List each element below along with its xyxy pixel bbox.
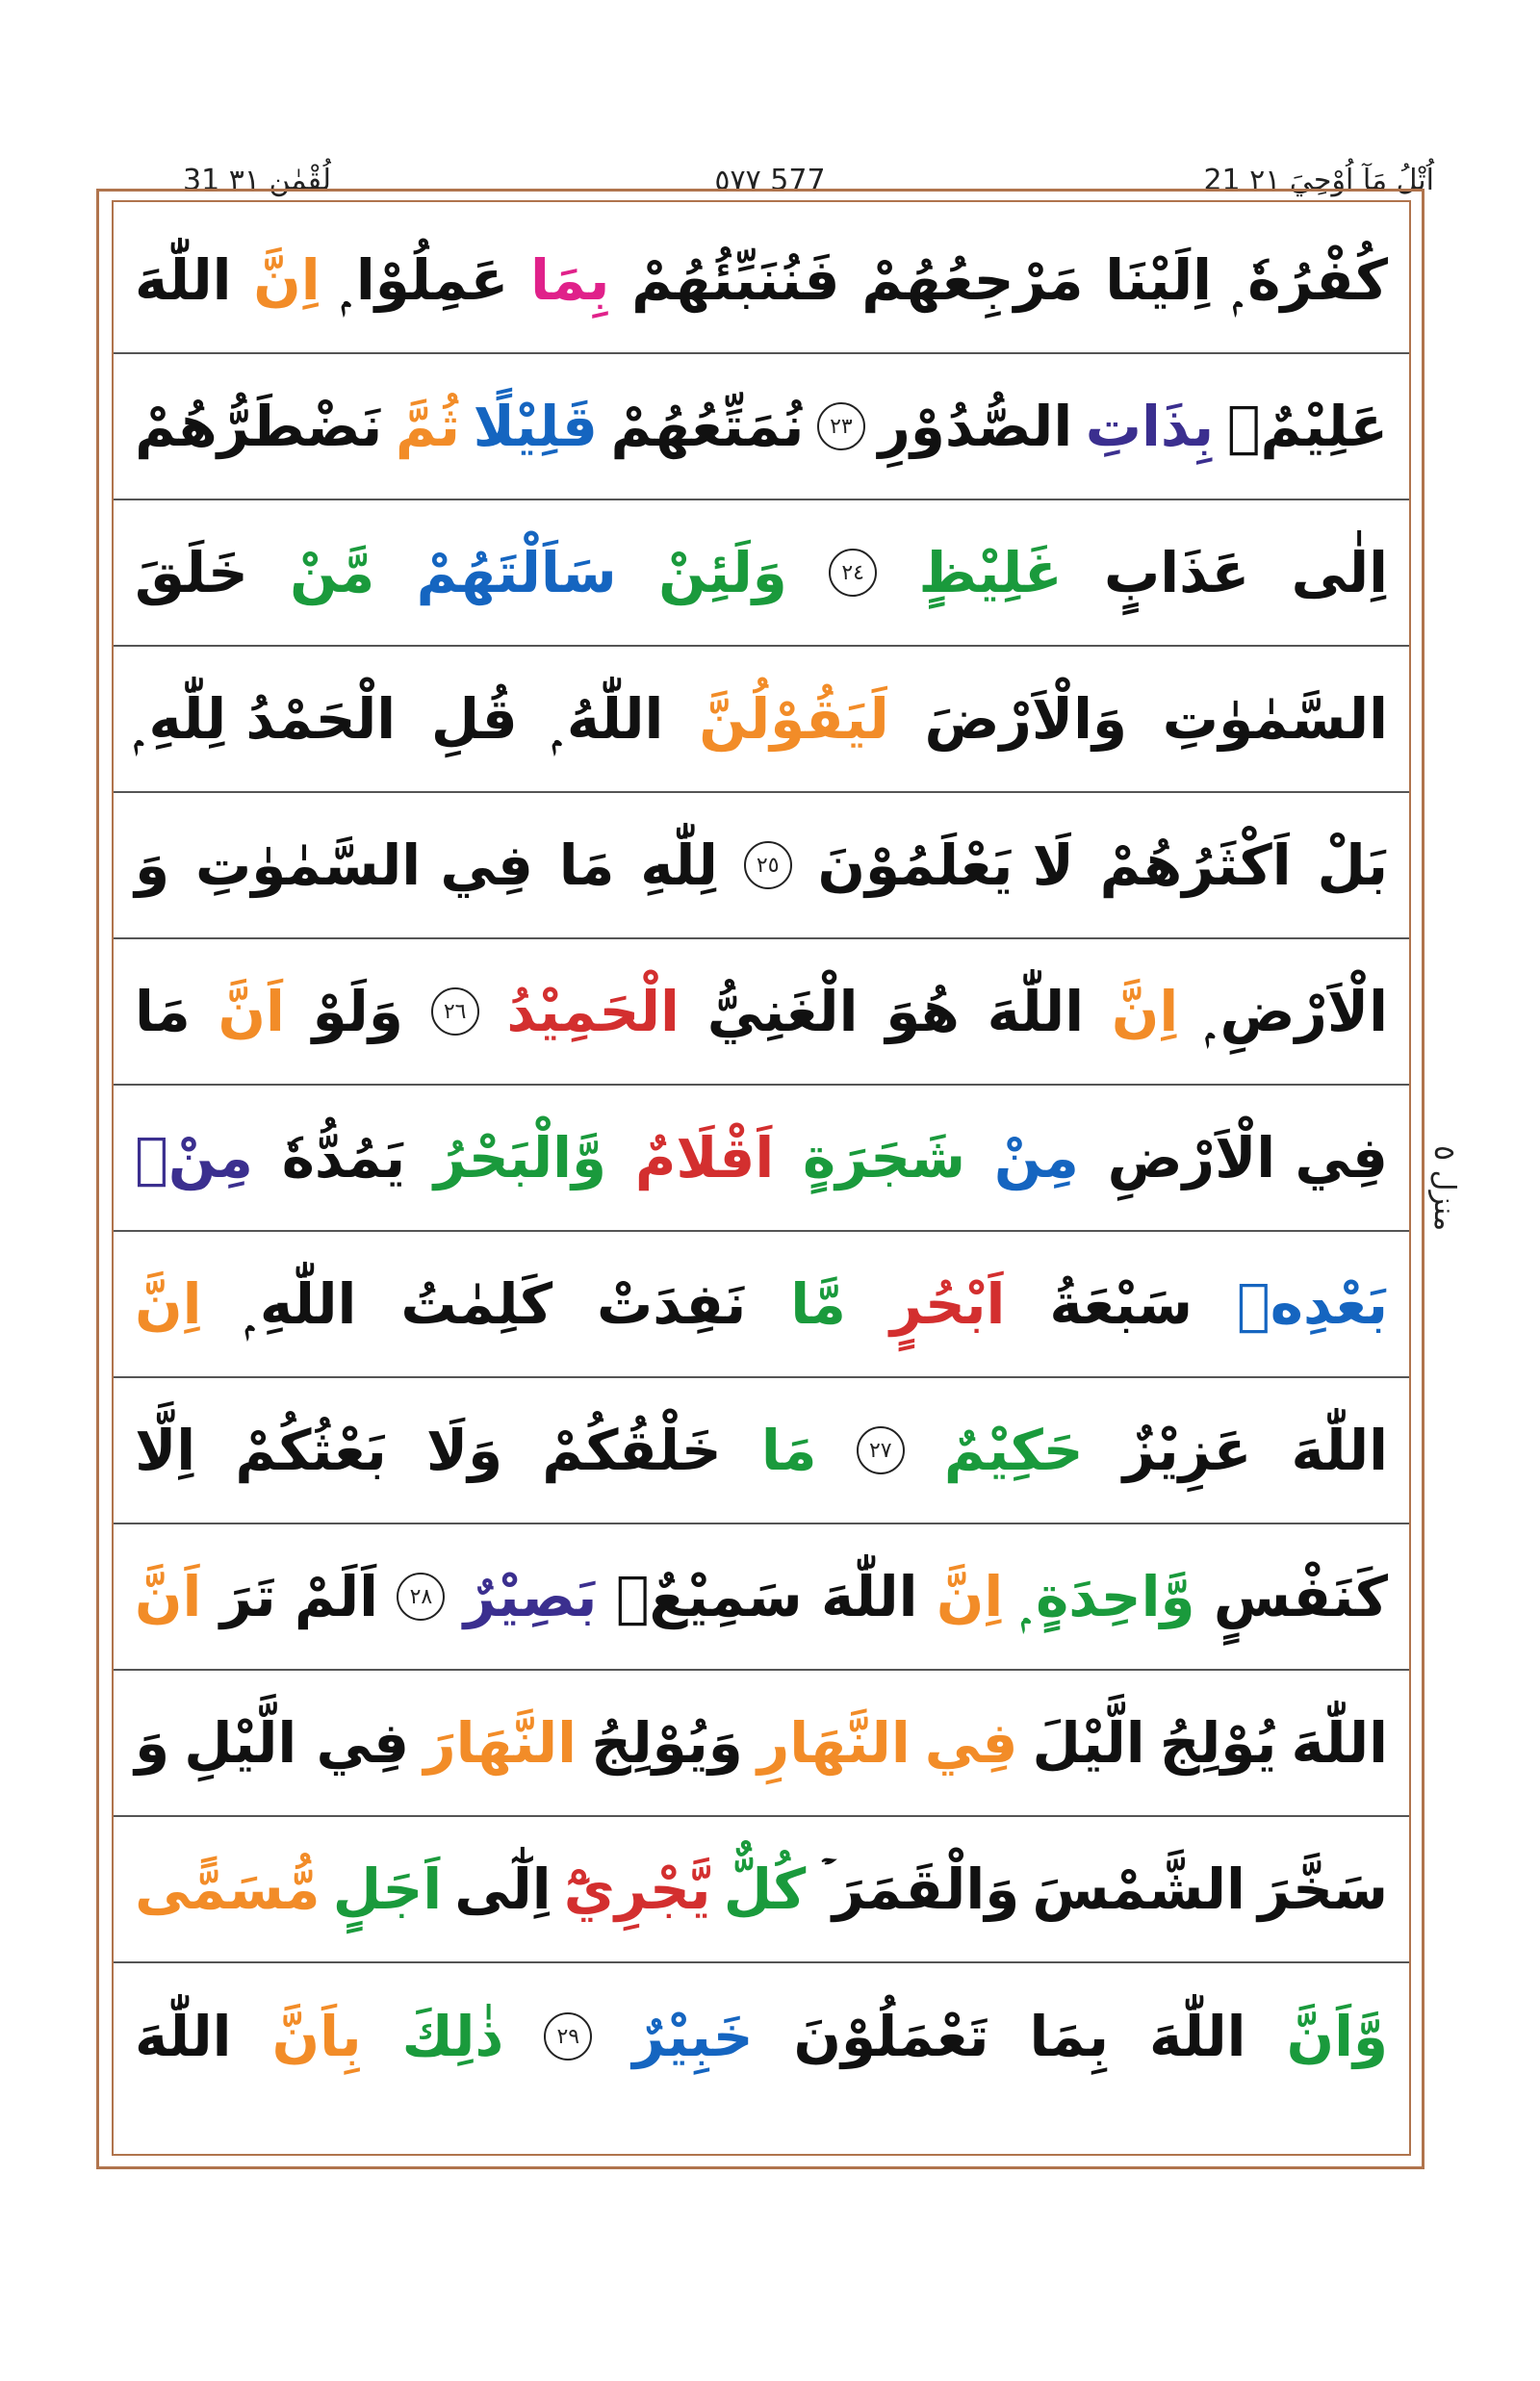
quran-word: قُلِ [430,686,518,752]
quran-word: الْاَرْضِ ۭ [1206,979,1388,1044]
text-line [114,1963,1409,2110]
quran-word: بَلْ [1317,832,1388,898]
quran-word: كُلٌّ [723,1856,807,1922]
quran-word: كَنَفْسٍ [1213,1564,1388,1629]
para-label: 21 اُتْلُ مَآ اُوْحِيَ ٢١ [1203,164,1434,197]
quran-word: يَّجْرِيْٓ [563,1856,711,1922]
quran-word: اِلٰٓى [454,1856,552,1922]
quran-word: كَلِمٰتُ [400,1271,553,1337]
quran-word: نَفِدَتْ [596,1271,747,1337]
quran-word: اِلَّا [135,1418,196,1483]
quran-word: اِلَيْنَا [1105,247,1213,313]
quran-word: عَذَابٍ [1103,540,1250,605]
manzil-label: منزل ٥ [1427,1145,1461,1232]
quran-word: اَقْلَامٌ [634,1125,775,1190]
ayah-marker: ٢٣ [817,402,865,450]
ayah-marker: ٢٦ [431,987,479,1036]
quran-word: اِنَّ [936,1564,1004,1629]
quran-word: كُفْرُهٗ ۭ [1233,247,1388,313]
quran-word: سَبْعَةُ [1049,1271,1193,1337]
quran-word: خَلْقُكُمْ [542,1418,722,1483]
quran-word: قَلِيْلًا [473,394,598,459]
text-line [114,1817,1409,1963]
quran-word: مَا [135,979,191,1044]
text-line [114,208,1409,354]
quran-word: النَّهَارَ [424,1710,578,1776]
ayah-marker: ٢٥ [744,841,792,889]
quran-word: مَا [760,1418,817,1483]
quran-word: يُوْلِجُ [1159,1710,1277,1776]
quran-word: اللّٰهَ [821,1564,918,1629]
quran-word: مُّسَمًّى [135,1856,321,1922]
ayah-marker: ٢٧ [857,1426,905,1474]
quran-word: فَنُنَبِّئُهُمْ [631,247,840,313]
quran-word: وَّالْبَحْرُ [433,1125,607,1190]
quran-word: اللّٰهَ [987,979,1085,1044]
quran-word: اَنَّ [218,979,285,1044]
ayah-marker: ٢٤ [829,549,877,597]
quran-word: يَمُدُّهٗ [281,1125,406,1190]
quran-word: سَمِيْعٌۢ [615,1564,803,1629]
quran-word: اِنَّ [135,1271,202,1337]
quran-word: فِي الْاَرْضِ [1107,1125,1388,1190]
text-frame [112,200,1411,2156]
quran-word: الَّيْلَ [1032,1710,1145,1776]
quran-word: وَلَئِنْ [658,540,787,605]
text-line [114,354,1409,500]
quran-word: وَّاَنَّ [1286,2004,1388,2069]
quran-word: اَكْثَرُهُمْ [1099,832,1292,898]
quran-word: شَجَرَةٍ [802,1125,966,1190]
quran-lines [114,202,1409,2154]
quran-word: غَلِيْظٍ [918,540,1063,605]
quran-word: لَيَقُوْلُنَّ [699,686,889,752]
text-line [114,500,1409,647]
quran-word: وَالْقَمَرَ ۡ [818,1856,1020,1922]
quran-word: تَرَ [219,1564,276,1629]
quran-word: هُوَ [886,979,960,1044]
quran-word: اللّٰهَ [1149,2004,1246,2069]
quran-word: مَّا [790,1271,846,1337]
quran-word: خَبِيْرٌ [632,2004,754,2069]
quran-word: بِمَا [1029,2004,1109,2069]
quran-word: فِي السَّمٰوٰتِ [194,832,533,898]
quran-word: وَ [135,1710,170,1776]
quran-word: خَلَقَ [135,540,248,605]
quran-word: اِنَّ [1111,979,1179,1044]
quran-word: مَّنْ [290,540,375,605]
quran-word: وَّاحِدَةٍ ۭ [1021,1564,1195,1629]
ayah-marker: ٢٩ [544,2012,592,2061]
quran-word: الصُّدُوْرِ [878,394,1073,459]
quran-word: مِنْۢ [135,1125,253,1190]
quran-word: اللّٰهَ [1291,1710,1388,1776]
quran-word: الْغَنِيُّ [706,979,859,1044]
quran-word: وَيُوْلِجُ [591,1710,743,1776]
text-line [114,1378,1409,1524]
page-number: ٥٧٧ 577 [714,164,826,197]
quran-word: لَا يَعْلَمُوْنَ [817,832,1074,898]
quran-word: اَبْحُرٍ [889,1271,1006,1337]
quran-word: عَمِلُوْا ۭ [342,247,509,313]
quran-word: بِذَاتِ [1085,394,1215,459]
text-line [114,1086,1409,1232]
quran-word: اللّٰهَ [135,247,232,313]
quran-word: ثُمَّ [395,394,461,459]
quran-word: اللّٰهُ ۭ [552,686,664,752]
quran-word: اِنَّ [253,247,321,313]
quran-word: وَ [135,832,170,898]
quran-word: الْحَمْدُ لِلّٰهِ ۭ [135,686,397,752]
quran-word: سَاَلْتَهُمْ [416,540,617,605]
quran-word: اَلَمْ [294,1564,379,1629]
text-line [114,1232,1409,1378]
quran-word: اللّٰهَ [1291,1418,1388,1483]
quran-word: الْحَمِيْدُ [506,979,680,1044]
quran-word: فِي [924,1710,1018,1776]
quran-word: بِمَا [529,247,610,313]
quran-word: مَرْجِعُهُمْ [861,247,1084,313]
quran-word: وَلَا [425,1418,503,1483]
quran-word: مَا [558,832,615,898]
quran-word: السَّمٰوٰتِ [1162,686,1388,752]
quran-word: حَكِيْمٌ [943,1418,1084,1483]
text-line [114,939,1409,1086]
quran-word: نَضْطَرُّهُمْ [135,394,383,459]
quran-word: الشَّمْسَ [1032,1856,1245,1922]
quran-word: اللّٰهِ ۭ [245,1271,357,1337]
quran-word: اللّٰهَ [135,2004,232,2069]
quran-word: ذٰلِكَ [401,2004,504,2069]
quran-word: عَزِيْزٌ [1122,1418,1252,1483]
quran-word: تَعْمَلُوْنَ [793,2004,989,2069]
ayah-marker: ٢٨ [397,1573,445,1621]
quran-word: بَعْدِهٖ [1236,1271,1388,1337]
quran-word: اَجَلٍ [332,1856,443,1922]
text-line [114,1524,1409,1671]
quran-word: اِلٰى [1291,540,1388,605]
quran-word: عَلِيْمٌۢ [1226,394,1388,459]
quran-word: النَّهَارِ [757,1710,911,1776]
quran-word: مِنْ [993,1125,1079,1190]
quran-word: لِلّٰهِ [640,832,718,898]
quran-word: وَلَوْ [312,979,403,1044]
quran-word: فِي الَّيْلِ [184,1710,410,1776]
quran-word: نُمَتِّعُهُمْ [610,394,805,459]
surah-label: 31 لُقْمٰن ٣١ [183,164,331,197]
quran-word: بِاَنَّ [271,2004,362,2069]
quran-word: سَخَّرَ [1258,1856,1388,1922]
quran-word: اَنَّ [135,1564,202,1629]
text-line [114,1671,1409,1817]
text-line [114,793,1409,939]
quran-word: بَعْثُكُمْ [235,1418,387,1483]
text-line [114,647,1409,793]
quran-word: وَالْاَرْضَ [924,686,1128,752]
quran-word: بَصِيْرٌ [463,1564,598,1629]
